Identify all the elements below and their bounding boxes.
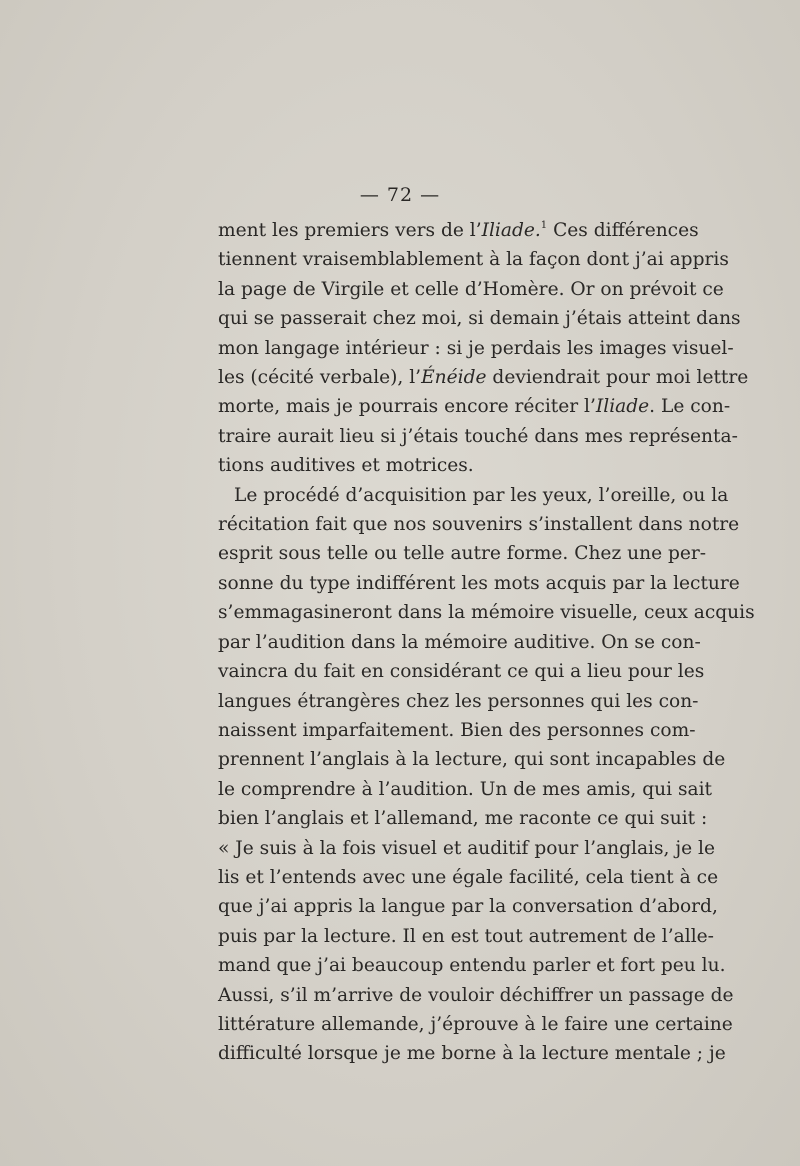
text-line bbox=[218, 657, 705, 686]
text-line bbox=[218, 451, 642, 480]
text-run: que j’ai appris la langue par la conversation d’abord, bbox=[218, 896, 718, 918]
italic-title: Iliade bbox=[595, 396, 650, 418]
footnote-marker: 1 bbox=[540, 220, 548, 231]
text-run: la page de Virgile et celle d’Homère. Or on prévoit ce bbox=[218, 278, 724, 300]
text-line bbox=[218, 539, 707, 568]
text-run: « Je suis à la fois visuel et auditif pour l’anglais, je le bbox=[218, 837, 715, 859]
text-line bbox=[218, 510, 740, 539]
italic-title: Énéide bbox=[421, 367, 487, 389]
text-run: les (cécité verbale), l’ bbox=[218, 367, 422, 389]
text-line bbox=[218, 304, 741, 333]
text-line bbox=[218, 216, 699, 245]
text-run: naissent imparfaitement. Bien des personnes com- bbox=[218, 719, 696, 741]
text-run: tions auditives et motrices. bbox=[218, 455, 474, 477]
text-run: traire aurait lieu si j’étais touché dans mes représenta- bbox=[218, 425, 738, 447]
text-run: . Le con- bbox=[649, 396, 731, 418]
text-run: difficulté lorsque je me borne à la lecture mentale ; je bbox=[218, 1043, 726, 1065]
text-line bbox=[218, 863, 719, 892]
text-line bbox=[218, 981, 734, 1010]
text-line bbox=[218, 363, 749, 392]
text-line bbox=[218, 1010, 733, 1039]
text-run: mon langage intérieur : si je perdais les images visuel- bbox=[218, 337, 734, 359]
text-line bbox=[218, 687, 699, 716]
text-line bbox=[218, 392, 731, 421]
text-line bbox=[218, 569, 740, 598]
text-run: deviendrait pour moi lettre bbox=[486, 367, 749, 389]
text-line bbox=[218, 745, 726, 774]
text-run: prennent l’anglais à la lecture, qui sont incapables de bbox=[218, 749, 726, 771]
text-line bbox=[218, 804, 708, 833]
text-run: Aussi, s’il m’arrive de vouloir déchiffrer un passage de bbox=[218, 984, 734, 1006]
page-number: — 72 — bbox=[359, 184, 441, 206]
text-run: langues étrangères chez les personnes qui les con- bbox=[218, 690, 699, 712]
text-run: par l’audition dans la mémoire auditive. On se con- bbox=[218, 631, 701, 653]
text-line bbox=[218, 892, 718, 921]
text-line bbox=[218, 245, 729, 274]
text-run: morte, mais je pourrais encore réciter l’ bbox=[218, 396, 596, 418]
text-run: qui se passerait chez moi, si demain j’étais atteint dans bbox=[218, 308, 741, 330]
text-run: littérature allemande, j’éprouve à le faire une certaine bbox=[218, 1013, 733, 1035]
text-run: récitation fait que nos souvenirs s’installent dans notre bbox=[218, 514, 740, 536]
text-run: lis et l’entends avec une égale facilité, cela tient à ce bbox=[218, 866, 719, 888]
text-run: esprit sous telle ou telle autre forme. Chez une per- bbox=[218, 543, 707, 565]
text-line bbox=[218, 951, 726, 980]
text-run: s’emmagasineront dans la mémoire visuelle, ceux acquis bbox=[218, 602, 755, 624]
text-run: tiennent vraisemblablement à la façon dont j’ai appris bbox=[218, 249, 729, 271]
text-run: vaincra du fait en considérant ce qui a lieu pour les bbox=[218, 661, 705, 683]
text-run: bien l’anglais et l’allemand, me raconte ce qui suit : bbox=[218, 808, 708, 830]
text-run: sonne du type indifférent les mots acquis par la lecture bbox=[218, 572, 740, 594]
text-run: mand que j’ai beaucoup entendu parler et fort peu lu. bbox=[218, 955, 726, 977]
text-line bbox=[218, 334, 734, 363]
text-line bbox=[218, 481, 729, 510]
text-line bbox=[218, 716, 696, 745]
text-run: puis par la lecture. Il en est tout autrement de l’alle- bbox=[218, 925, 714, 947]
text-line bbox=[218, 1039, 726, 1068]
text-run: Le procédé d’acquisition par les yeux, l’oreille, ou la bbox=[234, 484, 729, 506]
body-text bbox=[218, 216, 755, 1069]
text-run: Ces différences bbox=[547, 220, 699, 241]
text-line bbox=[218, 422, 738, 451]
text-line bbox=[218, 628, 701, 657]
text-line bbox=[218, 834, 715, 863]
text-line bbox=[218, 775, 713, 804]
text-line bbox=[218, 598, 755, 627]
text-line bbox=[218, 922, 714, 951]
italic-title: Iliade. bbox=[481, 220, 541, 241]
text-run: ment les premiers vers de l’ bbox=[218, 220, 482, 241]
text-line bbox=[218, 275, 724, 304]
text-run: le comprendre à l’audition. Un de mes amis, qui sait bbox=[218, 778, 713, 800]
